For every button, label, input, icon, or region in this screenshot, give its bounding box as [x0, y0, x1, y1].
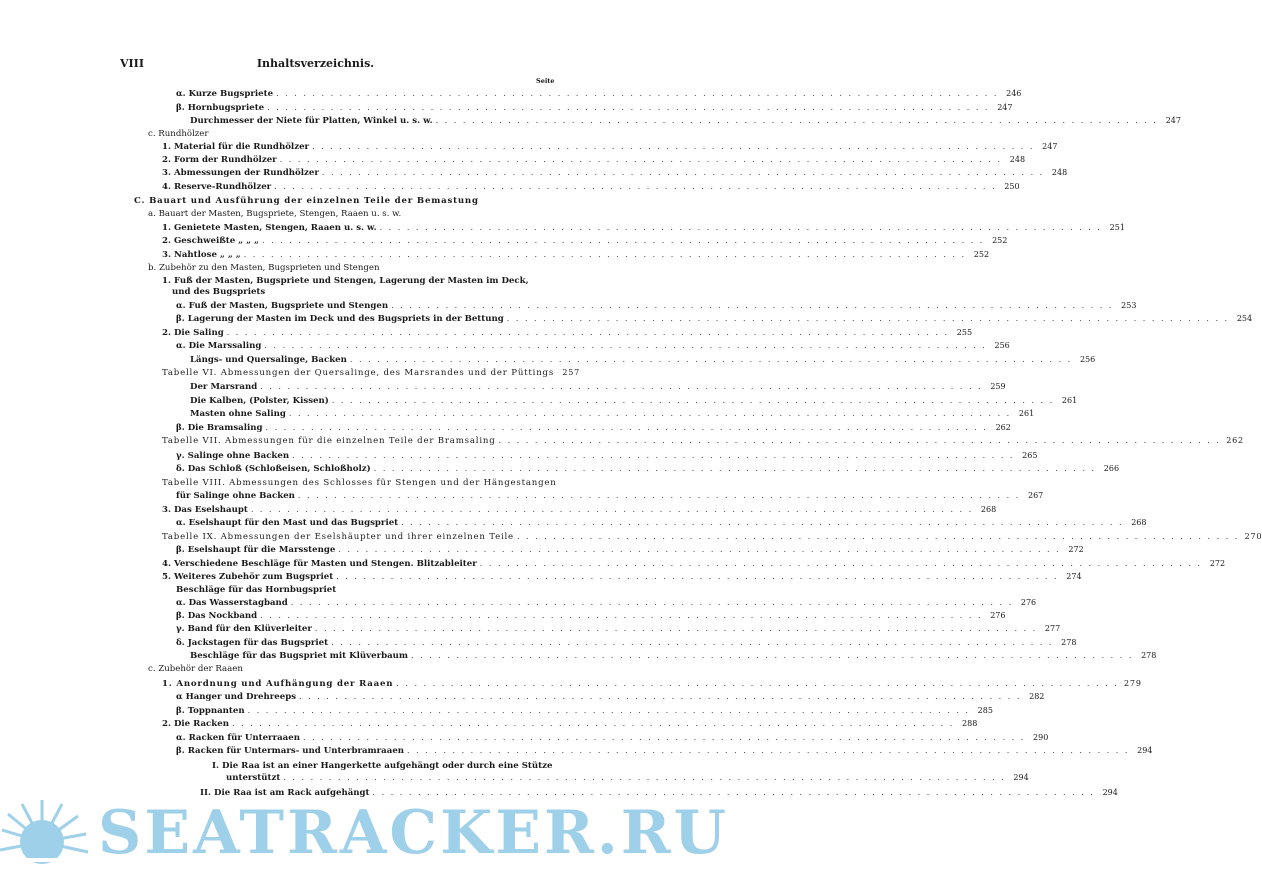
toc-entry-label: I. Die Raa ist an einer Hangerkette aufgehängt oder durch eine Stütze: [212, 761, 553, 771]
toc-entry: [162, 223, 1125, 233]
toc-entry: [176, 464, 1120, 474]
toc-leader-dots: . . . . . . . . . . . . . . . . . . . . . . . . . . . . . . . . . . . . . . . . . . . . . . . . . . . . . . . . . . . . . . . . . . . . . . . . . . . . . . . .: [407, 746, 1130, 755]
toc-entry: [176, 545, 1084, 555]
toc-entry-page: 272: [1068, 545, 1084, 554]
toc-leader-dots: . . . . . . . . . . . . . . . . . . . . . . . . . . . . . . . . . . . . . . . . . . . . . . . . . . . . . . . . . . . . . . . . . . . . . . . . . . . . . . . .: [314, 624, 1038, 633]
toc-entry-page: 268: [980, 505, 997, 514]
toc-entry-page: 290: [1033, 733, 1049, 742]
toc-entry-page: 247: [997, 103, 1013, 112]
toc-leader-dots: . . . . . . . . . . . . . . . . . . . . . . . . . . . . . . . . . . . . . . . . . . . . . . . . . . . . . . . . . . . . . . . . . . . . . . . . . . . . . . . .: [435, 116, 1158, 125]
toc-leader-dots: . . . . . . . . . . . . . . . . . . . . . . . . . . . . . . . . . . . . . . . . . . . . . . . . . . . . . . . . . . . . . . . . . . . . . . . . . . . . . . . .: [297, 491, 1021, 500]
toc-entry-page: 254: [1236, 314, 1253, 323]
toc-leader-dots: . . . . . . . . . . . . . . . . . . . . . . . . . . . . . . . . . . . . . . . . . . . . . . . . . . . . . . . . . . . . . . . . . . . . . . . . . . . . . . . .: [274, 182, 997, 191]
toc-entry-label: Beschläge für das Hornbugspriet: [176, 585, 337, 595]
toc-entry: [162, 168, 1068, 178]
toc-entry: [162, 182, 1020, 192]
page-number: VIII: [120, 57, 144, 70]
toc-entry-label: α. Kurze Bugspriete: [176, 89, 274, 99]
toc-entry-page: 257: [562, 368, 581, 377]
toc-entry-page: 268: [1131, 518, 1147, 527]
toc-entry-label: β. Hornbugspriete: [176, 103, 265, 113]
toc-leader-dots: . . . . . . . . . . . . . . . . . . . . . . . . . . . . . . . . . . . . . . . . . . . . . . . . . . . . . . . . . . . . . . . . . . . . . . . . . . . . . . . .: [226, 328, 950, 337]
toc-entry: [176, 89, 1022, 99]
toc-entry: [176, 638, 1077, 648]
toc-entry: [176, 314, 1253, 324]
toc-entry-page: 248: [1051, 168, 1068, 177]
toc-entry: [176, 451, 1038, 461]
toc-entry: [176, 598, 1037, 608]
toc-entry: [162, 679, 1142, 689]
toc-entry: [176, 692, 1045, 702]
toc-entry-label: Masten ohne Saling: [190, 409, 286, 419]
toc-entry: [134, 196, 564, 206]
toc-entry-page: 278: [1061, 638, 1077, 647]
toc-entry-page: 256: [994, 341, 1010, 350]
toc-entry: [162, 719, 978, 729]
toc-entry: [176, 491, 1044, 501]
toc-entry: [162, 532, 1262, 542]
toc-leader-dots: . . . . . . . . . . . . . . . . . . . . . . . . . . . . . . . . . . . . . . . . . . . . . . . . . . . . . . . . . . . . . . . . . . . . . . . . . . . . . . . .: [331, 396, 1055, 405]
toc-leader-dots: . . . . . . . . . . . . . . . . . . . . . . . . . . . . . . . . . . . . . . . . . . . . . . . . . . . . . . . . . . . . . . . . . . . . . . . . . . . . . . . .: [265, 423, 988, 432]
toc-entry-label: Längs- und Quersalinge, Backen: [190, 355, 347, 365]
toc-entry-label: α. Eselshaupt für den Mast und das Bugspriet: [176, 518, 399, 528]
toc-leader-dots: . . . . . . . . . . . . . . . . . . . . . . . . . . . . . . . . . . . . . . . . . . . . . . . . . . . . . . . . . . . . . . . . . . . . . . . . . . . . . . . .: [506, 314, 1230, 323]
toc-entry-page: 256: [1079, 355, 1096, 364]
toc-entry-label: α. Das Wasserstagband: [176, 598, 288, 608]
toc-entry-label: für Salinge ohne Backen: [176, 491, 295, 501]
toc-entry: [162, 142, 1058, 152]
toc-entry: [176, 423, 1011, 433]
toc-leader-dots: . . . . . . . . . . . . . . . . . . . . . . . . . . . . . . . . . . . . . . . . . . . . . . . . . . . . . . . . . . . . . . . . . . . . . . . . . . . . . . . .: [267, 103, 990, 112]
toc-entry-page: 262: [995, 423, 1011, 432]
toc-entry: [162, 236, 1008, 246]
toc-leader-dots: . . . . . . . . . . . . . . . . . . . . . . . . . . . . . . . . . . . . . . . . . . . . . . . . . . . . . . . . . . . . . . . . . . . . . . . . . . . . . . . .: [264, 341, 987, 350]
toc-entry-label: 1. Anordnung und Aufhängung der Raaen: [162, 679, 394, 689]
toc-entry-page: 276: [990, 611, 1006, 620]
toc-entry-page: 267: [1027, 491, 1044, 500]
toc-leader-dots: . . . . . . . . . . . . . . . . . . . . . . . . . . . . . . . . . . . . . . . . . . . . . . . . . . . . . . . . . . . . . . . . . . . . . . . . . . . . . . . .: [247, 706, 970, 715]
toc-entry: [176, 706, 993, 716]
toc-entry: [148, 664, 564, 674]
toc-leader-dots: . . . . . . . . . . . . . . . . . . . . . . . . . . . . . . . . . . . . . . . . . . . . . . . . . . . . . . . . . . . . . . . . . . . . . . . . . . . . . . . .: [283, 773, 1006, 782]
toc-leader-dots: . . . . . . . . . . . . . . . . . . . . . . . . . . . . . . . . . . . . . . . . . . . . . . . . . . . . . . . . . . . . . . . . . . . . . . . . . . . . . . . .: [279, 155, 1003, 164]
toc-entry: [176, 746, 1153, 756]
toc-entry-page: 294: [1013, 773, 1029, 782]
toc-entry-label: δ. Jackstagen für das Bugspriet: [176, 638, 329, 648]
toc-entry: [176, 103, 1013, 113]
toc-entry-label: 3. Abmessungen der Rundhölzer: [162, 168, 319, 178]
toc-entry-label: b. Zubehör zu den Masten, Bugsprieten und Stengen: [148, 263, 380, 273]
toc-entry-label: β. Toppnanten: [176, 706, 245, 716]
toc-entry-label: β. Racken für Untermars- und Unterbramraaen: [176, 746, 405, 756]
toc-entry-page: 279: [1124, 679, 1142, 688]
toc-entry-label: 2. Geschweißte „ „ „: [162, 236, 259, 246]
toc-leader-dots: . . . . . . . . . . . . . . . . . . . . . . . . . . . . . . . . . . . . . . . . . . . . . . . . . . . . . . . . . . . . . . . . . . . . . . . . . . . . . . . .: [260, 382, 983, 391]
toc-entry-page: 248: [1009, 155, 1026, 164]
toc-entry-label: γ. Band für den Klüverleiter: [176, 624, 312, 634]
toc-entry-label: 1. Genietete Masten, Stengen, Raaen u. s. w.: [162, 223, 377, 233]
toc-leader-dots: . . . . . . . . . . . . . . . . . . . . . . . . . . . . . . . . . . . . . . . . . . . . . . . . . . . . . . . . . . . . . . . . . . . . . . . . . . . . . . . .: [336, 572, 1059, 581]
toc-entry-label: Tabelle VI. Abmessungen der Quersalinge, des Marsrandes und der Püttings: [162, 368, 555, 378]
toc-entry-page: 246: [1006, 89, 1022, 98]
toc-leader-dots: . . . . . . . . . . . . . . . . . . . . . . . . . . . . . . . . . . . . . . . . . . . . . . . . . . . . . . . . . . . . . . . . . . . . . . . . . . . . . . . .: [321, 168, 1045, 177]
toc-entry-label: γ. Salinge ohne Backen: [176, 451, 290, 461]
toc-entry: [190, 396, 1078, 406]
toc-entry-page: 262: [1226, 436, 1244, 445]
toc-entry-page: 253: [1121, 301, 1137, 310]
toc-entry-label: β. Lagerung der Masten im Deck und des Bugspriets in der Bettung: [176, 314, 504, 324]
seite-label: Seite: [536, 77, 555, 85]
toc-leader-dots: . . . . . . . . . . . . . . . . . . . . . . . . . . . . . . . . . . . . . . . . . . . . . . . . . . . . . . . . . . . . . . . . . . . . . . . . . . . . . . . .: [396, 679, 1119, 688]
toc-leader-dots: . . . . . . . . . . . . . . . . . . . . . . . . . . . . . . . . . . . . . . . . . . . . . . . . . . . . . . . . . . . . . . . . . . . . . . . . . . . . . . . .: [372, 788, 1095, 797]
toc-entry-label: 4. Reserve-Rundhölzer: [162, 182, 272, 192]
toc-entry-label: 2. Die Saling: [162, 328, 224, 338]
toc-entry-label: 5. Weiteres Zubehör zum Bugspriet: [162, 572, 334, 582]
toc-entry-label: Tabelle IX. Abmessungen der Eselshäupter und ihrer einzelnen Teile: [162, 532, 514, 542]
toc-entry-label: α. Racken für Unterraaen: [176, 733, 300, 743]
toc-entry: [190, 355, 1096, 365]
toc-entry-label: 1. Material für die Rundhölzer: [162, 142, 310, 152]
toc-entry-label: Die Kalben, (Polster, Kissen): [190, 396, 329, 406]
toc-leader-dots: . . . . . . . . . . . . . . . . . . . . . . . . . . . . . . . . . . . . . . . . . . . . . . . . . . . . . . . . . . . . . . . . . . . . . . . . . . . . . . . .: [276, 89, 999, 98]
toc-entry: [148, 263, 564, 273]
toc-leader-dots: . . . . . . . . . . . . . . . . . . . . . . . . . . . . . . . . . . . . . . . . . . . . . . . . . . . . . . . . . . . . . . . . . . . . . . . . . . . . . . . .: [411, 651, 1134, 660]
toc-entry-page: 252: [973, 250, 990, 259]
toc-entry-page: 288: [962, 719, 978, 728]
toc-entry: [162, 505, 997, 515]
toc-entry: [162, 478, 564, 488]
toc-entry-page: 276: [1020, 598, 1037, 607]
toc-leader-dots: . . . . . . . . . . . . . . . . . . . . . . . . . . . . . . . . . . . . . . . . . . . . . . . . . . . . . . . . . . . . . . . . . . . . . . . . . . . . . . . .: [243, 250, 967, 259]
toc-leader-dots: . . . . . . . . . . . . . . . . . . . . . . . . . . . . . . . . . . . . . . . . . . . . . . . . . . . . . . . . . . . . . . . . . . . . . . . . . . . . . . . .: [338, 545, 1061, 554]
toc-leader-dots: . . . . . . . . . . . . . . . . . . . . . . . . . . . . . . . . . . . . . . . . . . . . . . . . . . . . . . . . . . . . . . . . . . . . . . . . . . . . . . . .: [391, 301, 1114, 310]
toc-entry-label: β. Die Bramsaling: [176, 423, 263, 433]
toc-entry-page: 294: [1102, 788, 1118, 797]
toc-entry-page: 278: [1141, 651, 1157, 660]
toc-entry-page: 261: [1061, 396, 1078, 405]
toc-leader-dots: . . . . . . . . . . . . . . . . . . . . . . . . . . . . . . . . . . . . . . . . . . . . . . . . . . . . . . . . . . . . . . . . . . . . . . . . . . . . . . . .: [262, 236, 985, 245]
toc-leader-dots: . . . . . . . . . . . . . . . . . . . . . . . . . . . . . . . . . . . . . . . . . . . . . . . . . . . . . . . . . . . . . . . . . . . . . . . . . . . . . . . .: [312, 142, 1035, 151]
toc-entry-label: Durchmesser der Niete für Platten, Winkel u. s. w.: [190, 116, 433, 126]
toc-entry: [162, 328, 973, 338]
toc-leader-dots: . . . . . . . . . . . . . . . . . . . . . . . . . . . . . . . . . . . . . . . . . . . . . . . . . . . . . . . . . . . . . . . . . . . . . . . . . . . . . . . .: [292, 451, 1015, 460]
toc-leader-dots: . . . . . . . . . . . . . . . . . . . . . . . . . . . . . . . . . . . . . . . . . . . . . . . . . . . . . . . . . . . . . . . . . . . . . . . . . . . . . . . .: [373, 464, 1097, 473]
toc-entry-page: 259: [990, 382, 1006, 391]
toc-entry: [190, 116, 1181, 126]
toc-leader-dots: . . . . . . . . . . . . . . . . . . . . . . . . . . . . . . . . . . . . . . . . . . . . . . . . . . . . . . . . . . . . . . . . . . . . . . . . . . . . . . . .: [479, 559, 1203, 568]
toc-entry: [176, 611, 1006, 621]
toc-entry-label: δ. Das Schloß (Schloßeisen, Schloßholz): [176, 464, 371, 474]
toc-entry-page: 250: [1004, 182, 1020, 191]
toc-entry: [190, 409, 1035, 419]
toc-entry: [200, 788, 1118, 798]
toc-entry: [162, 250, 990, 260]
toc-entry: [148, 129, 564, 139]
watermark-text: SEATRACKER.RU: [98, 798, 729, 868]
toc-entry-label: c. Zubehör der Raaen: [148, 664, 243, 674]
toc-entry-label: β. Das Nockband: [176, 611, 258, 621]
toc-entry: [162, 368, 581, 378]
toc-entry-label: α. Fuß der Masten, Bugspriete und Stengen: [176, 301, 389, 311]
toc-leader-dots: . . . . . . . . . . . . . . . . . . . . . . . . . . . . . . . . . . . . . . . . . . . . . . . . . . . . . . . . . . . . . . . . . . . . . . . . . . . . . . . .: [401, 518, 1124, 527]
toc-entry-label: 3. Das Eselshaupt: [162, 505, 248, 515]
toc-entry-label: 4. Verschiedene Beschläge für Masten und Stengen. Blitzableiter: [162, 559, 477, 569]
toc-entry-page: 282: [1029, 692, 1045, 701]
toc-entry: [176, 518, 1147, 528]
toc-entry-label: Tabelle VII. Abmessungen für die einzelnen Teile der Bramsaling: [162, 436, 496, 446]
toc-entry: [172, 287, 564, 297]
toc-entry-page: 294: [1137, 746, 1153, 755]
toc-leader-dots: . . . . . . . . . . . . . . . . . . . . . . . . . . . . . . . . . . . . . . . . . . . . . . . . . . . . . . . . . . . . . . . . . . . . . . . . . . . . . . . .: [290, 598, 1014, 607]
toc-entry-label: 2. Form der Rundhölzer: [162, 155, 277, 165]
toc-entry-label: α Hanger und Drehreeps: [176, 692, 297, 702]
toc-entry-page: 274: [1066, 572, 1082, 581]
toc-entry: [176, 341, 1010, 351]
toc-entry-label: a. Bauart der Masten, Bugspriete, Stengen, Raaen u. s. w.: [148, 209, 402, 219]
toc-entry: [190, 382, 1006, 392]
toc-entry: [148, 209, 564, 219]
toc-entry-label: und des Bugspriets: [172, 287, 266, 297]
toc-leader-dots: . . . . . . . . . . . . . . . . . . . . . . . . . . . . . . . . . . . . . . . . . . . . . . . . . . . . . . . . . . . . . . . . . . . . . . . . . . . . . . . .: [349, 355, 1073, 364]
toc-entry-page: 247: [1165, 116, 1181, 125]
toc-entry: [176, 624, 1061, 634]
toc-entry-label: Der Marsrand: [190, 382, 258, 392]
toc-entry-page: 272: [1209, 559, 1226, 568]
toc-entry: [176, 585, 564, 595]
toc-entry-page: 252: [992, 236, 1008, 245]
toc-entry: [176, 301, 1137, 311]
toc-leader-dots: . . . . . . . . . . . . . . . . . . . . . . . . . . . . . . . . . . . . . . . . . . . . . . . . . . . . . . . . . . . . . . . . . . . . . . . . . . . . . . . .: [288, 409, 1012, 418]
toc-entry: [162, 155, 1026, 165]
toc-entry-label: c. Rundhölzer: [148, 129, 209, 139]
toc-leader-dots: . . . . . . . . . . . . . . . . . . . . . . . . . . . . . . . . . . . . . . . . . . . . . . . . . . . . . . . . . . . . . . . . . . . . . . . . . . . . . . . .: [516, 532, 1240, 541]
toc-entry-page: 255: [956, 328, 973, 337]
toc-entry-page: 261: [1018, 409, 1035, 418]
toc-entry-label: 3. Nahtlose „ „ „: [162, 250, 241, 260]
toc-entry: [162, 572, 1082, 582]
toc-entry: [176, 733, 1049, 743]
toc-entry-label: α. Die Marssaling: [176, 341, 262, 351]
toc-entry: [162, 276, 564, 286]
toc-leader-dots: . . . . . . . . . . . . . . . . . . . . . . . . . . . . . . . . . . . . . . . . . . . . . . . . . . . . . . . . . . . . . . . . . . . . . . . . . . . . . . . .: [260, 611, 983, 620]
page-title: Inhaltsverzeichnis.: [256, 57, 375, 70]
toc-entry-page: 277: [1044, 624, 1061, 633]
toc-entry: [162, 559, 1226, 569]
toc-entry: [162, 436, 1244, 446]
toc-entry-label: C. Bauart und Ausführung der einzelnen Teile der Bemastung: [134, 196, 479, 206]
toc-entry-page: 247: [1042, 142, 1058, 151]
toc-entry-label: Beschläge für das Bugspriet mit Klüverbaum: [190, 651, 409, 661]
toc-entry-page: 285: [977, 706, 993, 715]
toc-entry-label: 2. Die Racken: [162, 719, 229, 729]
toc-entry-label: β. Eselshaupt für die Marsstenge: [176, 545, 336, 555]
toc-leader-dots: . . . . . . . . . . . . . . . . . . . . . . . . . . . . . . . . . . . . . . . . . . . . . . . . . . . . . . . . . . . . . . . . . . . . . . . . . . . . . . . .: [250, 505, 974, 514]
toc-entry: [190, 651, 1157, 661]
toc-leader-dots: . . . . . . . . . . . . . . . . . . . . . . . . . . . . . . . . . . . . . . . . . . . . . . . . . . . . . . . . . . . . . . . . . . . . . . . . . . . . . . . .: [302, 733, 1026, 742]
toc-entry-page: 251: [1109, 223, 1125, 232]
toc-leader-dots: . . . . . . . . . . . . . . . . . . . . . . . . . . . . . . . . . . . . . . . . . . . . . . . . . . . . . . . . . . . . . . . . . . . . . . . . . . . . . . . .: [331, 638, 1054, 647]
toc-entry-label: II. Die Raa ist am Rack aufgehängt: [200, 788, 370, 798]
toc-leader-dots: . . . . . . . . . . . . . . . . . . . . . . . . . . . . . . . . . . . . . . . . . . . . . . . . . . . . . . . . . . . . . . . . . . . . . . . . . . . . . . . .: [299, 692, 1022, 701]
toc-entry-label: unterstützt: [226, 773, 281, 783]
toc-leader-dots: . . . . . . . . . . . . . . . . . . . . . . . . . . . . . . . . . . . . . . . . . . . . . . . . . . . . . . . . . . . . . . . . . . . . . . . . . . . . . . . .: [379, 223, 1102, 232]
toc-entry-page: 270: [1244, 532, 1262, 541]
toc-entry: [226, 773, 1029, 783]
toc-leader-dots: . . . . . . . . . . . . . . . . . . . . . . . . . . . . . . . . . . . . . . . . . . . . . . . . . . . . . . . . . . . . . . . . . . . . . . . . . . . . . . . .: [231, 719, 955, 728]
toc-entry-page: 266: [1103, 464, 1120, 473]
toc-entry-page: 265: [1022, 451, 1038, 460]
toc-entry-label: 1. Fuß der Masten, Bugspriete und Stengen, Lagerung der Masten im Deck,: [162, 276, 529, 286]
toc-entry: [212, 761, 564, 771]
toc-leader-dots: . . . . . . . . . . . . . . . . . . . . . . . . . . . . . . . . . . . . . . . . . . . . . . . . . . . . . . . . . . . . . . . . . . . . . . . . . . . . . . . .: [498, 436, 1221, 445]
toc-entry-label: Tabelle VIII. Abmessungen des Schlosses für Stengen und der Hängestangen: [162, 478, 557, 488]
